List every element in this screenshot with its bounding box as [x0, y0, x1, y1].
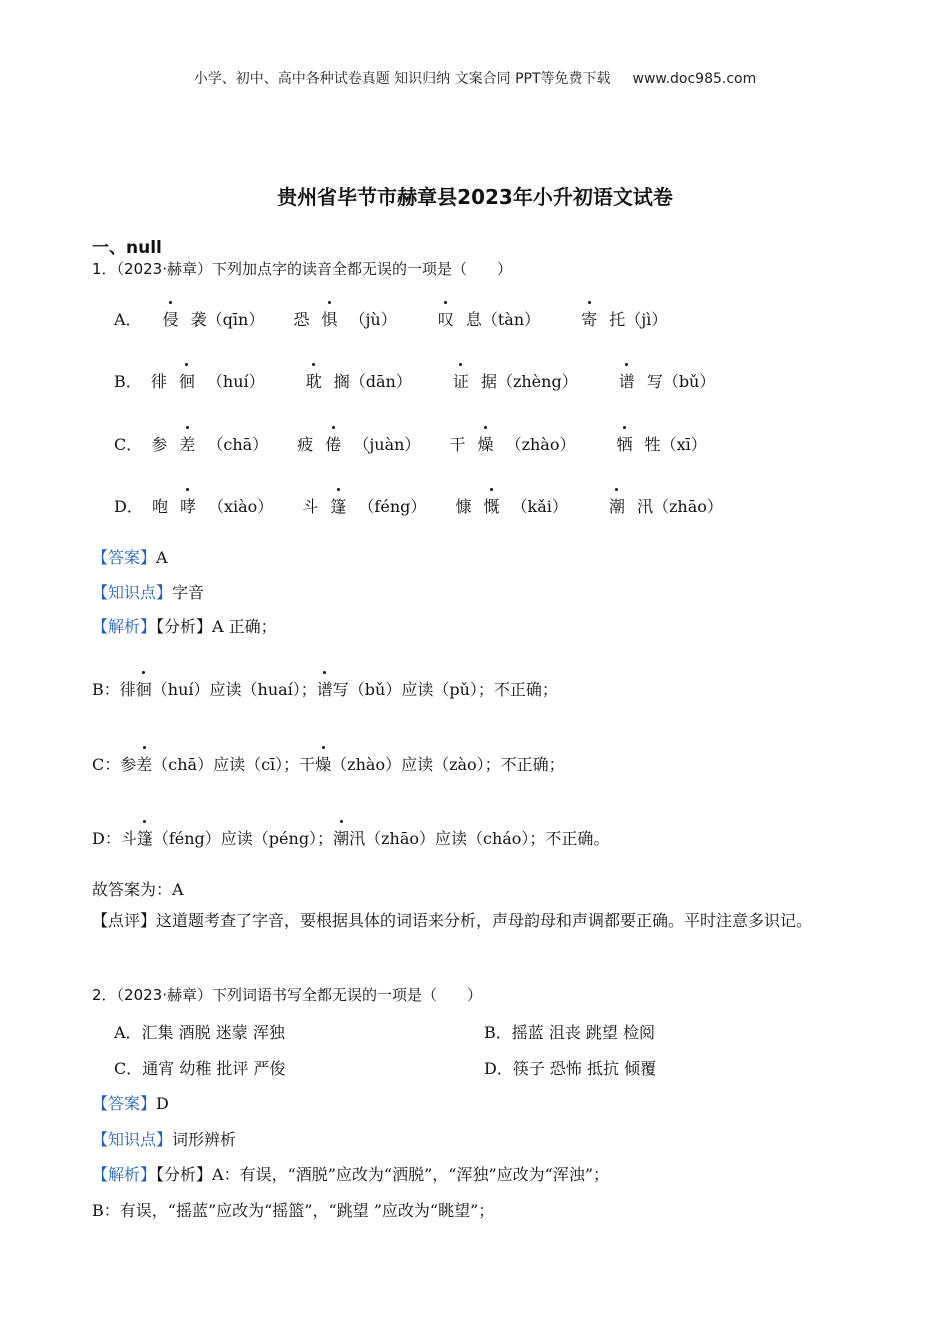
header-text: 小学、初中、高中各种试卷真题 知识归纳 文案合同 PPT等免费下载 — [193, 71, 611, 87]
q1-analysis-c: C：参差（chā）应读（cī）；干燥（zhào）应读（zào）；不正确； — [92, 752, 565, 775]
dot-char: 差 — [136, 752, 152, 775]
q1-option-a: A． 侵 袭（qīn） 恐 惧 （jù） 叹 息（tàn） 寄 托（jì） — [114, 307, 691, 330]
dot-char: 牺 — [617, 432, 633, 455]
q1-knowledge-point: 【知识点】字音 — [92, 583, 205, 602]
q1-comment: 【点评】这道题考查了字音，要根据具体的词语来分析，声母韵母和声调都要正确。平时注意多识记。 — [92, 911, 813, 930]
q1-option-b: B． 徘 徊 （huí） 耽 搁（dān） 证 据（zhèng） 谱 写（bǔ） — [114, 369, 739, 392]
q2-stem: 2．（2023·赫章）下列词语书写全都无误的一项是（ ） — [92, 986, 482, 1004]
q2-option-a: A．汇集 酒脱 迷蒙 浑独 — [114, 1023, 285, 1042]
q2-analysis: 【解析】【分析】A：有误，“酒脱”应改为“洒脱”，“浑独”应改为“浑浊”； — [92, 1165, 610, 1184]
dot-char: 惧 — [321, 307, 337, 330]
q1-option-d: D． 咆 哮 （xiào） 斗 篷 （féng） 慷 慨 （kǎi） 潮 汛（zhāo） — [114, 494, 747, 517]
dot-char: 徊 — [136, 677, 152, 700]
dot-char: 哮 — [180, 494, 196, 517]
q1-analysis-b: B：徘徊（huí）应读（huaí）；谱写（bǔ）应读（pǔ）；不正确； — [92, 677, 558, 700]
dot-char: 潮 — [609, 494, 625, 517]
q2-options-row-2 — [114, 1056, 656, 1079]
q1-analysis-d: D：斗篷（féng）应读（péng）；潮汛（zhāo）应读（cháo）；不正确。 — [92, 826, 609, 849]
site-header — [0, 68, 950, 88]
dot-char: 寄 — [581, 307, 597, 330]
dot-char: 谱 — [619, 369, 635, 392]
q1-conclusion: 故答案为：A — [92, 880, 184, 899]
dot-char: 侵 — [163, 307, 179, 330]
q1-option-c: C． 参 差 （chā） 疲 倦 （juàn） 干 燥 （zhào） 牺 牲（xī） — [114, 432, 731, 455]
dot-char: 燥 — [315, 752, 331, 775]
q2-options-row-1 — [114, 1020, 655, 1043]
q1-answer: 【答案】A — [92, 548, 168, 567]
q2-knowledge-point: 【知识点】词形辨析 — [92, 1130, 237, 1149]
dot-char: 篷 — [330, 494, 346, 517]
section-heading: 一、null — [92, 238, 162, 258]
dot-char: 证 — [453, 369, 469, 392]
dot-char: 谱 — [317, 677, 333, 700]
q1-analysis: 【解析】【分析】A 正确； — [92, 617, 277, 636]
header-url[interactable]: www.doc985.com — [632, 71, 757, 87]
page-title: 贵州省毕节市赫章县2023年小升初语文试卷 — [277, 185, 673, 209]
dot-char: 燥 — [478, 432, 494, 455]
dot-char: 徊 — [179, 369, 195, 392]
q2-option-c: C．通宵 幼稚 批评 严俊 — [114, 1059, 286, 1078]
dot-char: 潮 — [333, 826, 349, 849]
q2-option-d: D．筷子 恐怖 抵抗 倾覆 — [484, 1059, 657, 1078]
q2-option-b: B．摇蓝 沮丧 跳望 检阅 — [484, 1023, 656, 1042]
dot-char: 倦 — [325, 432, 341, 455]
dot-char: 篷 — [137, 826, 153, 849]
dot-char: 慨 — [483, 494, 499, 517]
q1-stem: 1．（2023·赫章）下列加点字的读音全都无误的一项是（ ） — [92, 260, 512, 278]
q2-answer: 【答案】D — [92, 1094, 169, 1113]
dot-char: 耽 — [306, 369, 322, 392]
dot-char: 差 — [179, 432, 195, 455]
dot-char: 叹 — [438, 307, 454, 330]
q2-analysis-b: B：有误，“摇蓝”应改为“摇篮”，“跳望 ”应改为“眺望”； — [92, 1201, 495, 1220]
